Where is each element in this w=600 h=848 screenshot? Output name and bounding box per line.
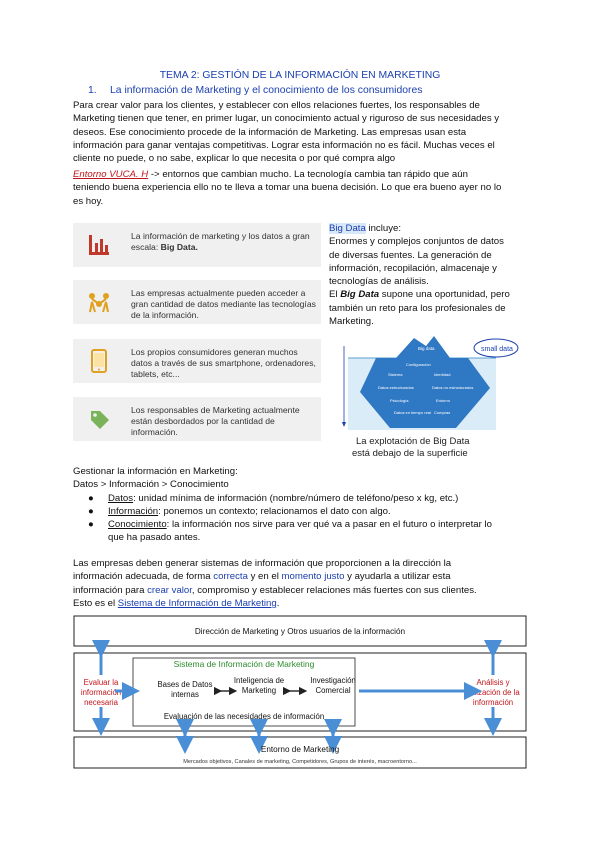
big-data-heading [329, 222, 529, 235]
text: información para [73, 584, 148, 596]
people-network-icon [87, 290, 111, 314]
bullet-informacion [88, 505, 532, 518]
bullet-dot: ● [88, 506, 94, 517]
card-text: Las empresas actualmente pueden acceder a gran cantidad de datos mediante las tecnologías de la información. [131, 288, 316, 320]
big-data-paragraph [329, 222, 529, 328]
left-label-1: Evaluar la [83, 678, 119, 687]
bullet-datos [88, 492, 532, 505]
intro-line: Marketing tienen que tener, en primer lugar, un conocimiento actual y riguroso de sus necesidades y [73, 113, 500, 125]
card-text: Los responsables de Marketing actualmente están desbordados por la cantidad de información. [131, 405, 300, 437]
big-data-line: información, recopilación, almacenaje y [329, 262, 497, 274]
bullet-term: Datos [108, 493, 134, 504]
left-label-3: necesaria [84, 698, 118, 707]
iceberg-label: Compras [434, 410, 451, 415]
tag-icon [87, 407, 111, 431]
bullet-text [92, 505, 532, 518]
sim-diagram [73, 615, 527, 769]
text: y en el [247, 571, 282, 583]
big-data-line: Enormes y complejos conjuntos de datos [329, 236, 504, 248]
sim-line: Las empresas deben generar sistemas de información que proporcionen a la dirección la [73, 558, 452, 569]
big-data-emphasis: Big Data [340, 289, 380, 301]
research-label-1: Investigación [310, 676, 356, 685]
text: . [276, 597, 280, 609]
text: y ayudarla a utilizar esta [344, 571, 451, 583]
big-data-line: de diversas fuentes. La generación de [329, 249, 492, 261]
text: Esto es el [73, 597, 118, 609]
iceberg-label: Configuración [406, 362, 431, 367]
card-text: Los propios consumidores generan muchos datos a través de sus smartphone, ordenadores, tablets, etc... [131, 347, 316, 379]
intro-line: cliente no puede, o no sabe, explicar lo que necesita o por qué compra algo [73, 153, 396, 165]
bullet-term: Información [108, 506, 159, 517]
vuca-line-2: teniendo buena experiencia ello no te lleva a tomar una buena decisión. Lo que era bueno ayer no lo [73, 182, 502, 194]
text: información adecuada, de forma [73, 571, 214, 583]
intro-line: Para crear valor para los clientes, y establecer con ellos relaciones fuertes, los responsables de [73, 100, 480, 111]
iceberg-label: Datos no estructurados [432, 385, 474, 390]
page-title: TEMA 2: GESTIÓN DE LA INFORMACIÓN EN MARKETING [159, 70, 441, 81]
management-label: Dirección de Marketing y Otros usuarios de la información [194, 627, 406, 636]
iceberg-figure [338, 336, 524, 460]
info-card-access [73, 280, 321, 324]
big-data-includes: incluye: [365, 223, 401, 234]
subtitle-number: 1. [88, 85, 97, 96]
big-data-line: tecnologías de análisis. [329, 276, 429, 288]
bullet-text-cont: que ha pasado antes. [108, 532, 201, 544]
vuca-line-3: es hoy. [73, 195, 104, 207]
gestion-heading-block [73, 465, 533, 492]
big-data-line: Marketing. [329, 316, 374, 328]
intelligence-label-1: Inteligencia de [233, 676, 285, 685]
info-card-big-data [73, 223, 321, 267]
smartphone-icon [87, 349, 111, 373]
environment-label: Entorno de Marketing [260, 745, 340, 754]
intro-paragraph [73, 99, 533, 165]
iceberg-caption-1: La explotación de Big Data [356, 436, 470, 447]
internal-db-label-1: Bases de Datos [157, 680, 213, 689]
bullet-desc: : ponemos un contexto; relacionamos el dato con algo. [158, 506, 391, 517]
iceberg-label: Psicología [390, 398, 409, 403]
vuca-rest: -> entornos que cambian mucho. La tecnología cambia tan rápido que aún [148, 169, 468, 180]
intelligence-label-2: Marketing [241, 686, 277, 695]
sim-paragraph [73, 557, 533, 610]
gestion-heading: Gestionar la información en Marketing: [73, 466, 238, 477]
left-label-2: información [80, 688, 122, 697]
vuca-paragraph [73, 168, 533, 208]
bullet-text [92, 492, 532, 505]
info-card-overwhelmed [73, 397, 321, 441]
sim-line [73, 570, 533, 583]
highlight-crear-valor: crear valor [147, 584, 192, 596]
bar-chart-icon [87, 233, 111, 257]
highlight-momento-justo: momento justo [281, 571, 345, 583]
bullet-desc: : unidad mínima de información (nombre/número de teléfono/peso x kg, etc.) [133, 493, 459, 504]
section-subtitle [88, 85, 422, 96]
highlight-correcta: correcta [213, 571, 248, 583]
sim-line [73, 584, 533, 597]
sim-line [73, 597, 533, 610]
iceberg-caption-2: está debajo de la superficie [352, 448, 468, 459]
text: , compromiso y establecer relaciones más fuertes con sus clientes. [191, 584, 477, 596]
intro-line: deseos. Ese conocimiento procede de la información de Marketing. Las empresas usan esta [73, 126, 467, 138]
sim-title: Sistema de Información de Marketing [173, 659, 315, 669]
big-data-term: Big Data [329, 223, 366, 234]
text: supone una oportunidad, pero [379, 289, 510, 301]
bullet-dot: ● [88, 519, 94, 530]
iceberg-label: Entorno [436, 398, 451, 403]
iceberg-label: Datos estructurados [378, 385, 414, 390]
right-label-1: Análisis y [476, 678, 510, 687]
iceberg-label: Identidad [434, 372, 451, 377]
gestion-chain: Datos > Información > Conocimiento [73, 479, 229, 491]
card-text-b: Big Data. [160, 242, 198, 252]
bullet-desc: : la información nos sirve para ver qué va a pasar en el futuro o interpretar lo [166, 519, 492, 530]
bullet-text [92, 518, 532, 531]
bullet-dot: ● [88, 493, 94, 504]
iceberg-label: Sistema [388, 372, 403, 377]
subtitle-text: La información de Marketing y el conocimiento de los consumidores [110, 85, 423, 96]
right-label-3: información [472, 698, 514, 707]
vuca-line-1 [73, 168, 533, 181]
sim-link[interactable]: Sistema de Información de Marketing [117, 597, 277, 609]
big-data-line: también un reto para los profesionales de [329, 302, 506, 314]
bullet-term: Conocimiento [108, 519, 167, 530]
big-data-line [329, 288, 529, 301]
bullet-conocimiento [88, 518, 532, 545]
card-text-a: La información de marketing y los datos a gran escala: [131, 231, 310, 252]
internal-db-label-2: internas [171, 690, 199, 699]
iceberg-label: Big data [418, 346, 435, 351]
info-card-consumers [73, 339, 321, 383]
evaluation-label: Evaluación de las necesidades de información [163, 712, 325, 721]
small-data-label: small data [481, 346, 513, 353]
iceberg-label: Datos en tiempo real [394, 410, 431, 415]
research-label-2: Comercial [315, 686, 351, 695]
vuca-term: Entorno VUCA. H [73, 169, 149, 180]
right-label-2: utilización de la [466, 688, 520, 697]
card-text [131, 231, 317, 253]
text: El [329, 289, 341, 301]
intro-line: información para ganar ventajas competitivas. Lograr esta información no es fácil. Muchas veces el [73, 139, 495, 151]
environment-sub: Mercados objetivos, Canales de marketing, Competidores, Grupos de interés, macroentorno... [183, 759, 417, 765]
